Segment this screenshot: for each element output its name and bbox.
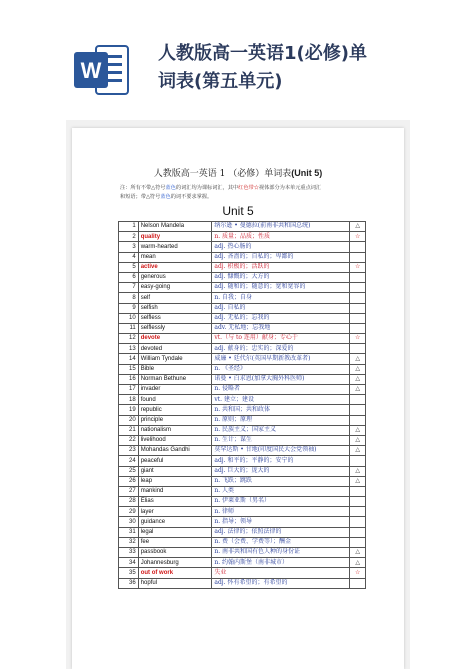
row-word: selfish	[138, 303, 212, 313]
row-word: giant	[138, 466, 212, 476]
row-meaning: n. 伊莱亚斯（男名）	[212, 497, 350, 507]
table-row	[119, 272, 366, 282]
row-meaning: n. 指导；领导	[212, 517, 350, 527]
row-number: 8	[119, 293, 139, 303]
row-meaning: 诺曼 • 白求恩(加拿大胸外科医师)	[212, 374, 350, 384]
row-number: 4	[119, 252, 139, 262]
table-row	[119, 558, 366, 568]
table-row	[119, 446, 366, 456]
vocabulary-table	[118, 221, 366, 589]
table-row	[119, 537, 366, 547]
table-row	[119, 507, 366, 517]
row-meaning: 威廉 • 廷代尔(英国早期新教改革者)	[212, 354, 350, 364]
row-number: 35	[119, 568, 139, 578]
row-mark: △	[350, 466, 366, 476]
row-word: layer	[138, 507, 212, 517]
table-row	[119, 578, 366, 588]
page-header	[0, 0, 474, 120]
table-row	[119, 252, 366, 262]
document-note	[120, 184, 400, 202]
row-number: 19	[119, 405, 139, 415]
row-meaning: vt. 建立；建设	[212, 395, 350, 405]
row-meaning: n. 律师	[212, 507, 350, 517]
row-word: Bible	[138, 364, 212, 374]
note-text: 注：所有不带△符号	[120, 185, 166, 191]
row-mark	[350, 272, 366, 282]
note-text: 和短语；带△符号	[120, 194, 161, 200]
note-blue: 蓝色	[165, 185, 176, 191]
table-row	[119, 395, 366, 405]
row-word: easy-going	[138, 283, 212, 293]
row-mark	[350, 303, 366, 313]
row-mark	[350, 323, 366, 333]
title-line-1: 人教版高一英语1(必修)单	[158, 43, 367, 64]
row-word: self	[138, 293, 212, 303]
row-meaning: n. 自我；自身	[212, 293, 350, 303]
table-row	[119, 242, 366, 252]
table-row	[119, 405, 366, 415]
row-mark: ☆	[350, 334, 366, 344]
row-meaning: n. 共和国；共和政体	[212, 405, 350, 415]
table-row	[119, 303, 366, 313]
row-mark	[350, 527, 366, 537]
row-number: 9	[119, 303, 139, 313]
row-word: generous	[138, 272, 212, 282]
row-mark: △	[350, 425, 366, 435]
row-meaning: n. 约翰内斯堡（南非城市）	[212, 558, 350, 568]
row-mark: △	[350, 364, 366, 374]
table-row	[119, 527, 366, 537]
row-mark	[350, 395, 366, 405]
row-meaning: adv. 无私地；忘我地	[212, 323, 350, 333]
row-meaning: 失业	[212, 568, 350, 578]
table-row	[119, 568, 366, 578]
row-mark: △	[350, 558, 366, 568]
table-row	[119, 364, 366, 374]
table-row	[119, 283, 366, 293]
table-row	[119, 323, 366, 333]
row-mark	[350, 344, 366, 354]
note-line-2	[120, 193, 400, 202]
row-mark: △	[350, 476, 366, 486]
table-row	[119, 548, 366, 558]
row-word: Norman Bethune	[138, 374, 212, 384]
table-row	[119, 456, 366, 466]
unit-heading: Unit 5	[222, 204, 254, 218]
row-number: 23	[119, 446, 139, 456]
row-mark	[350, 415, 366, 425]
row-meaning: adj. 积极的；活跃的	[212, 262, 350, 272]
svg-text:W: W	[80, 58, 102, 83]
row-number: 26	[119, 476, 139, 486]
row-number: 34	[119, 558, 139, 568]
table-row	[119, 232, 366, 242]
row-number: 25	[119, 466, 139, 476]
row-word: legal	[138, 527, 212, 537]
row-word: Mohandas Gandhi	[138, 446, 212, 456]
note-blue: 蓝色	[160, 194, 171, 200]
row-number: 16	[119, 374, 139, 384]
row-meaning: adj. 热心肠的	[212, 242, 350, 252]
row-number: 29	[119, 507, 139, 517]
row-number: 1	[119, 222, 139, 232]
row-number: 27	[119, 486, 139, 496]
table-row	[119, 374, 366, 384]
row-meaning: adj. 怀有希望的；有希望的	[212, 578, 350, 588]
table-row	[119, 262, 366, 272]
table-row	[119, 497, 366, 507]
row-meaning: 莫罕达斯 • 甘地(印度国民大会党领袖)	[212, 446, 350, 456]
row-mark	[350, 497, 366, 507]
row-meaning: vt.（与 to 连用）献身；专心于	[212, 334, 350, 344]
row-word: Elias	[138, 497, 212, 507]
table-row	[119, 517, 366, 527]
row-meaning: adj. 献身的；忠实的；深爱的	[212, 344, 350, 354]
row-mark	[350, 507, 366, 517]
row-mark: △	[350, 374, 366, 384]
row-meaning: adj. 吝啬的；自私的；卑鄙的	[212, 252, 350, 262]
row-word: republic	[138, 405, 212, 415]
table-row	[119, 425, 366, 435]
row-number: 30	[119, 517, 139, 527]
row-word: selflessly	[138, 323, 212, 333]
row-number: 17	[119, 385, 139, 395]
table-row	[119, 415, 366, 425]
row-number: 24	[119, 456, 139, 466]
row-meaning: n. 生计；谋生	[212, 435, 350, 445]
document-title-suffix: (Unit 5)	[291, 168, 323, 178]
row-word: found	[138, 395, 212, 405]
row-mark: ☆	[350, 262, 366, 272]
note-red: 红色带☆	[238, 185, 259, 191]
row-mark	[350, 537, 366, 547]
row-meaning: n. 原则；原理	[212, 415, 350, 425]
page-title	[158, 40, 458, 96]
row-mark: △	[350, 222, 366, 232]
row-number: 6	[119, 272, 139, 282]
table-row	[119, 476, 366, 486]
row-meaning: adj. 慷慨的；大方的	[212, 272, 350, 282]
note-text: 视体部分为本单元重点词汇	[258, 185, 322, 191]
row-word: Johannesburg	[138, 558, 212, 568]
table-row	[119, 354, 366, 364]
row-word: livelihood	[138, 435, 212, 445]
row-word: fee	[138, 537, 212, 547]
row-number: 31	[119, 527, 139, 537]
row-word: devoted	[138, 344, 212, 354]
row-number: 10	[119, 313, 139, 323]
table-row	[119, 385, 366, 395]
row-word: hopful	[138, 578, 212, 588]
row-mark	[350, 252, 366, 262]
row-mark	[350, 313, 366, 323]
row-mark	[350, 486, 366, 496]
row-number: 3	[119, 242, 139, 252]
row-meaning: adj. 自私的	[212, 303, 350, 313]
table-row	[119, 466, 366, 476]
table-row	[119, 293, 366, 303]
row-word: principle	[138, 415, 212, 425]
row-meaning: adj. 巨大的；庞大的	[212, 466, 350, 476]
table-row	[119, 344, 366, 354]
row-meaning: n. 侵略者	[212, 385, 350, 395]
row-number: 15	[119, 364, 139, 374]
row-meaning: n. 飞跃；跳跃	[212, 476, 350, 486]
row-number: 28	[119, 497, 139, 507]
row-word: nationalism	[138, 425, 212, 435]
row-word: leap	[138, 476, 212, 486]
row-mark	[350, 293, 366, 303]
row-mark: △	[350, 435, 366, 445]
row-meaning: 纳尔逊 • 曼德拉(前南非共和国总统)	[212, 222, 350, 232]
row-meaning: n. 南非共和国有色人种的身份证	[212, 548, 350, 558]
row-meaning: adj. 和平的；平静的；安宁的	[212, 456, 350, 466]
row-word: selfless	[138, 313, 212, 323]
row-number: 20	[119, 415, 139, 425]
row-mark: ☆	[350, 568, 366, 578]
row-number: 11	[119, 323, 139, 333]
row-meaning: n. 质量；品质；性质	[212, 232, 350, 242]
row-mark	[350, 405, 366, 415]
row-number: 5	[119, 262, 139, 272]
row-number: 7	[119, 283, 139, 293]
row-word: warm-hearted	[138, 242, 212, 252]
row-meaning: n. 《圣经》	[212, 364, 350, 374]
title-line-2: 词表(第五单元)	[158, 71, 283, 92]
row-number: 22	[119, 435, 139, 445]
note-line-1	[120, 184, 400, 193]
row-number: 33	[119, 548, 139, 558]
row-number: 18	[119, 395, 139, 405]
row-meaning: adj. 无私的；忘我的	[212, 313, 350, 323]
note-text: 的词汇均为课标词汇，其中	[175, 185, 239, 191]
table-row	[119, 334, 366, 344]
row-number: 2	[119, 232, 139, 242]
row-word: guidance	[138, 517, 212, 527]
row-meaning: n. 民族主义；国家主义	[212, 425, 350, 435]
row-mark	[350, 283, 366, 293]
row-mark: △	[350, 385, 366, 395]
row-meaning: adj. 随和的；随意的；宽和宽容的	[212, 283, 350, 293]
row-number: 21	[119, 425, 139, 435]
row-mark	[350, 578, 366, 588]
row-meaning: n. 人类	[212, 486, 350, 496]
row-word: mankind	[138, 486, 212, 496]
row-mark: ☆	[350, 232, 366, 242]
row-mark: △	[350, 548, 366, 558]
row-mark: △	[350, 446, 366, 456]
row-word: Nelson Mandela	[138, 222, 212, 232]
row-number: 13	[119, 344, 139, 354]
row-number: 32	[119, 537, 139, 547]
document-page	[72, 128, 404, 669]
row-meaning: adj. 法律的；依照法律的	[212, 527, 350, 537]
document-title	[72, 166, 404, 179]
row-mark: △	[350, 354, 366, 364]
document-title-prefix: 人教版高一英语 1 （必修）单词表	[153, 169, 292, 179]
row-number: 14	[119, 354, 139, 364]
row-word: devote	[138, 334, 212, 344]
table-row	[119, 435, 366, 445]
note-text: 的词不要求掌握。	[170, 194, 213, 200]
row-word: peaceful	[138, 456, 212, 466]
row-number: 12	[119, 334, 139, 344]
table-row	[119, 222, 366, 232]
row-word: passbook	[138, 548, 212, 558]
row-mark	[350, 517, 366, 527]
row-number: 36	[119, 578, 139, 588]
table-row	[119, 313, 366, 323]
row-word: mean	[138, 252, 212, 262]
row-word: out of work	[138, 568, 212, 578]
table-row	[119, 486, 366, 496]
row-word: invader	[138, 385, 212, 395]
row-mark	[350, 242, 366, 252]
row-word: active	[138, 262, 212, 272]
row-mark	[350, 456, 366, 466]
row-word: William Tyndale	[138, 354, 212, 364]
row-meaning: n. 费（会费、学费等）；酬金	[212, 537, 350, 547]
row-word: quality	[138, 232, 212, 242]
word-icon	[70, 40, 132, 102]
